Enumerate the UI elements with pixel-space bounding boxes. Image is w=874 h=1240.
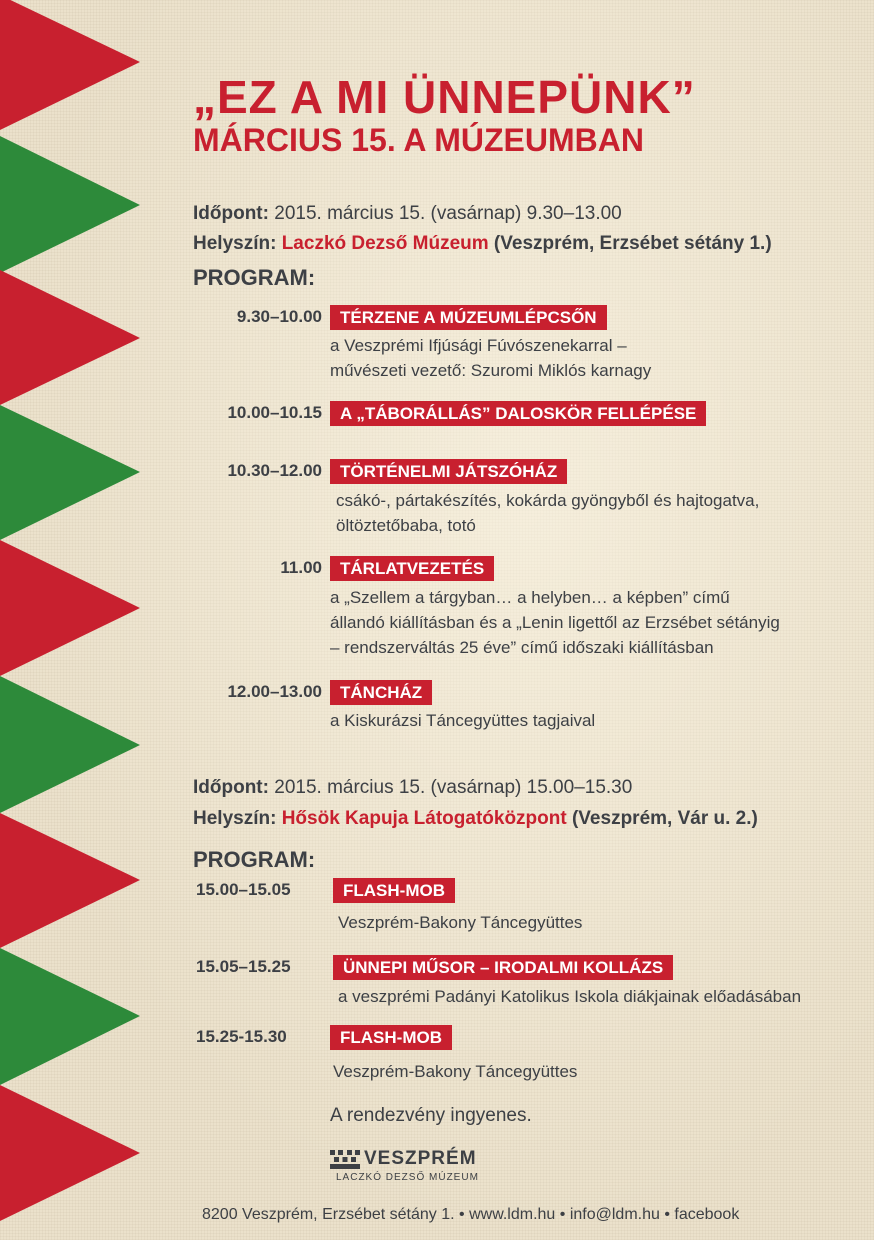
event2-place-name: Hősök Kapuja Látogatóközpont <box>281 808 567 829</box>
event1-time <box>193 203 622 225</box>
event1-place-name: Laczkó Dezső Múzeum <box>281 233 489 254</box>
flag-red-5 <box>0 1085 140 1221</box>
event1-item3-title: TÖRTÉNELMI JÁTSZÓHÁZ <box>330 459 567 484</box>
event2-item1-desc <box>338 910 582 935</box>
free-entry-note: A rendezvény ingyenes. <box>330 1105 532 1126</box>
logo-subtitle: LACZKÓ DEZSŐ MÚZEUM <box>336 1172 479 1183</box>
event1-item1-time: 9.30–10.00 <box>236 307 322 326</box>
event1-item2-title: A „TÁBORÁLLÁS” DALOSKÖR FELLÉPÉSE <box>330 401 706 426</box>
event1-item5-title: TÁNCHÁZ <box>330 680 432 705</box>
event2-place-label: Helyszín: <box>193 808 277 829</box>
desc-line: a veszprémi Padányi Katolikus Iskola diákjainak előadásában <box>338 987 802 1006</box>
event1-item3-desc <box>336 488 759 538</box>
desc-line: a Veszprémi Ifjúsági Fúvószenekarral – <box>330 336 627 355</box>
flag-green-1 <box>0 136 140 273</box>
event2-item2-time: 15.05–15.25 <box>196 957 291 976</box>
flag-green-3 <box>0 676 140 813</box>
event2-item1-time: 15.00–15.05 <box>196 880 291 899</box>
page-subtitle: MÁRCIUS 15. A MÚZEUMBAN <box>193 122 644 158</box>
event1-item2-time: 10.00–10.15 <box>227 403 322 422</box>
event1-item4-desc <box>330 585 780 660</box>
event2-item1-title: FLASH-MOB <box>333 878 455 903</box>
event2-place-addr: (Veszprém, Vár u. 2.) <box>571 808 758 829</box>
event2-item2-title: ÜNNEPI MŰSOR – IRODALMI KOLLÁZS <box>333 955 673 980</box>
desc-line: csákó-, pártakészítés, kokárda gyöngyből és hajtogatva, <box>336 491 760 510</box>
desc-line: öltöztetőbaba, totó <box>336 516 476 535</box>
desc-line: a „Szellem a tárgyban… a helyben… a képben” című <box>330 588 730 607</box>
event1-item5-desc <box>330 708 595 733</box>
event1-item1-desc <box>330 333 651 383</box>
flag-red-1 <box>0 0 140 130</box>
flag-green-4 <box>0 948 140 1085</box>
desc-line: Veszprém-Bakony Táncegyüttes <box>338 913 583 932</box>
event1-item1-title: TÉRZENE A MÚZEUMLÉPCSŐN <box>330 305 607 330</box>
logo-name: VESZPRÉM <box>364 1148 477 1169</box>
flag-red-2 <box>0 270 140 405</box>
event1-item5-time: 12.00–13.00 <box>227 682 322 701</box>
event2-program-label: PROGRAM: <box>193 847 316 872</box>
event1-place-label: Helyszín: <box>193 233 277 254</box>
desc-line: – rendszerváltás 25 éve” című időszaki kiállításban <box>330 638 714 657</box>
event1-place-addr: (Veszprém, Erzsébet sétány 1.) <box>493 233 772 254</box>
flag-red-4 <box>0 813 140 948</box>
event2-item3-desc <box>333 1059 577 1084</box>
desc-line: a Kiskurázsi Táncegyüttes tagjaival <box>330 711 596 730</box>
desc-line: Veszprém-Bakony Táncegyüttes <box>333 1062 578 1081</box>
footer-contact: 8200 Veszprém, Erzsébet sétány 1. • www.ldm.hu • info@ldm.hu • facebook <box>202 1206 740 1223</box>
event1-item4-title: TÁRLATVEZETÉS <box>330 556 494 581</box>
event2-time-value: 2015. március 15. (vasárnap) 15.00–15.30 <box>274 777 633 798</box>
event1-item4-time: 11.00 <box>280 558 322 577</box>
event2-item3-time: 15.25-15.30 <box>196 1027 287 1046</box>
event2-item2-desc <box>338 984 801 1009</box>
event1-place <box>193 233 772 255</box>
desc-line: állandó kiállításban és a „Lenin ligettől az Erzsébet sétányig <box>330 613 780 632</box>
event2-item3-title: FLASH-MOB <box>330 1025 452 1050</box>
event1-time-value: 2015. március 15. (vasárnap) 9.30–13.00 <box>274 203 622 224</box>
page-title: „EZ A MI ÜNNEPÜNK” <box>193 71 696 123</box>
flag-red-3 <box>0 540 140 676</box>
desc-line: művészeti vezető: Szuromi Miklós karnagy <box>330 361 652 380</box>
museum-crown-icon <box>330 1150 360 1172</box>
event1-item3-time: 10.30–12.00 <box>227 461 322 480</box>
event2-time <box>193 777 632 799</box>
event1-time-label: Időpont: <box>193 203 269 224</box>
event2-time-label: Időpont: <box>193 777 269 798</box>
flag-green-2 <box>0 405 140 540</box>
event1-program-label: PROGRAM: <box>193 265 316 290</box>
event2-place <box>193 808 758 830</box>
